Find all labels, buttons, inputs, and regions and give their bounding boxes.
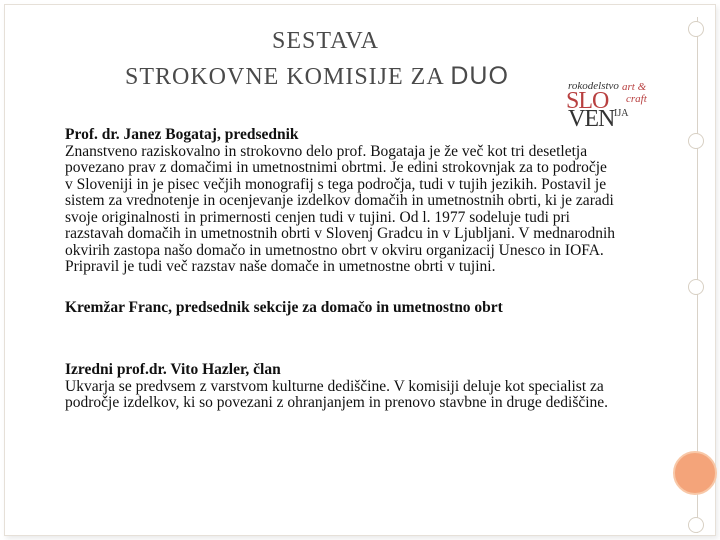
- logo-text-craft: craft: [626, 93, 647, 105]
- member-heading: Kremžar Franc, predsednik sekcije za domačo in umetnostno obrt: [65, 298, 503, 316]
- slide-title-line2: [125, 62, 509, 91]
- member-heading: Izredni prof.dr. Vito Hazler, član: [65, 361, 281, 378]
- member-description: Ukvarja se predvsem z varstvom kulturne dediščine. V komisiji deluje kot specialist za področje izdelkov, ki so povezani z ohranjanjem in prenovo stavbne in druge dediščine.: [65, 377, 609, 411]
- decorative-dot: [688, 133, 704, 149]
- logo-text-ven: VEN: [568, 106, 615, 132]
- logo: [562, 78, 657, 134]
- logo-text-ija: IJA: [614, 108, 629, 119]
- decorative-dot: [688, 21, 704, 37]
- member-description: Znanstveno raziskovalno in strokovno delo prof. Bogataja je že več kot tri desetletja povezano prav z domačimi in umetnostnimi obrtmi. Je edini strokovnjak za to področje v Sloveniji in je pisec večjih monografij s tega področja, tudi v tujih jezikih. Postavil je sistem za vrednotenje in ocenjevanje izdelkov domačih in umetnostnih obrti, ki je zaradi svoje originalnosti in primernosti cenjen tudi v tujini. Od l. 1977 sodeluje tudi pri razstavah domačih in umetnostnih obrti v Slovenj Gradcu in v Ljubljani. V mednarodnih okvirih zastopa našo domačo in umetnostno obrt v okviru organizacij Unesco in IOFA. Pripravil je tudi več razstav naše domače in umetnostne obrti v tujini.: [65, 142, 616, 275]
- member-heading: Prof. dr. Janez Bogataj, predsednik: [65, 126, 299, 143]
- slide-title-main: STROKOVNE KOMISIJE ZA: [125, 64, 444, 90]
- slide-title-duo: DUO: [450, 62, 509, 90]
- logo-text-slo: SLO: [566, 88, 609, 114]
- member-list: [65, 127, 615, 412]
- logo-text-top: rokodelstvo: [568, 80, 619, 92]
- decorative-dot: [688, 279, 704, 295]
- slide-title-line1: SESTAVA: [272, 28, 379, 54]
- decorative-dot: [688, 517, 704, 533]
- logo-text-art: art &: [622, 81, 647, 93]
- decorative-dot-active: [673, 451, 717, 495]
